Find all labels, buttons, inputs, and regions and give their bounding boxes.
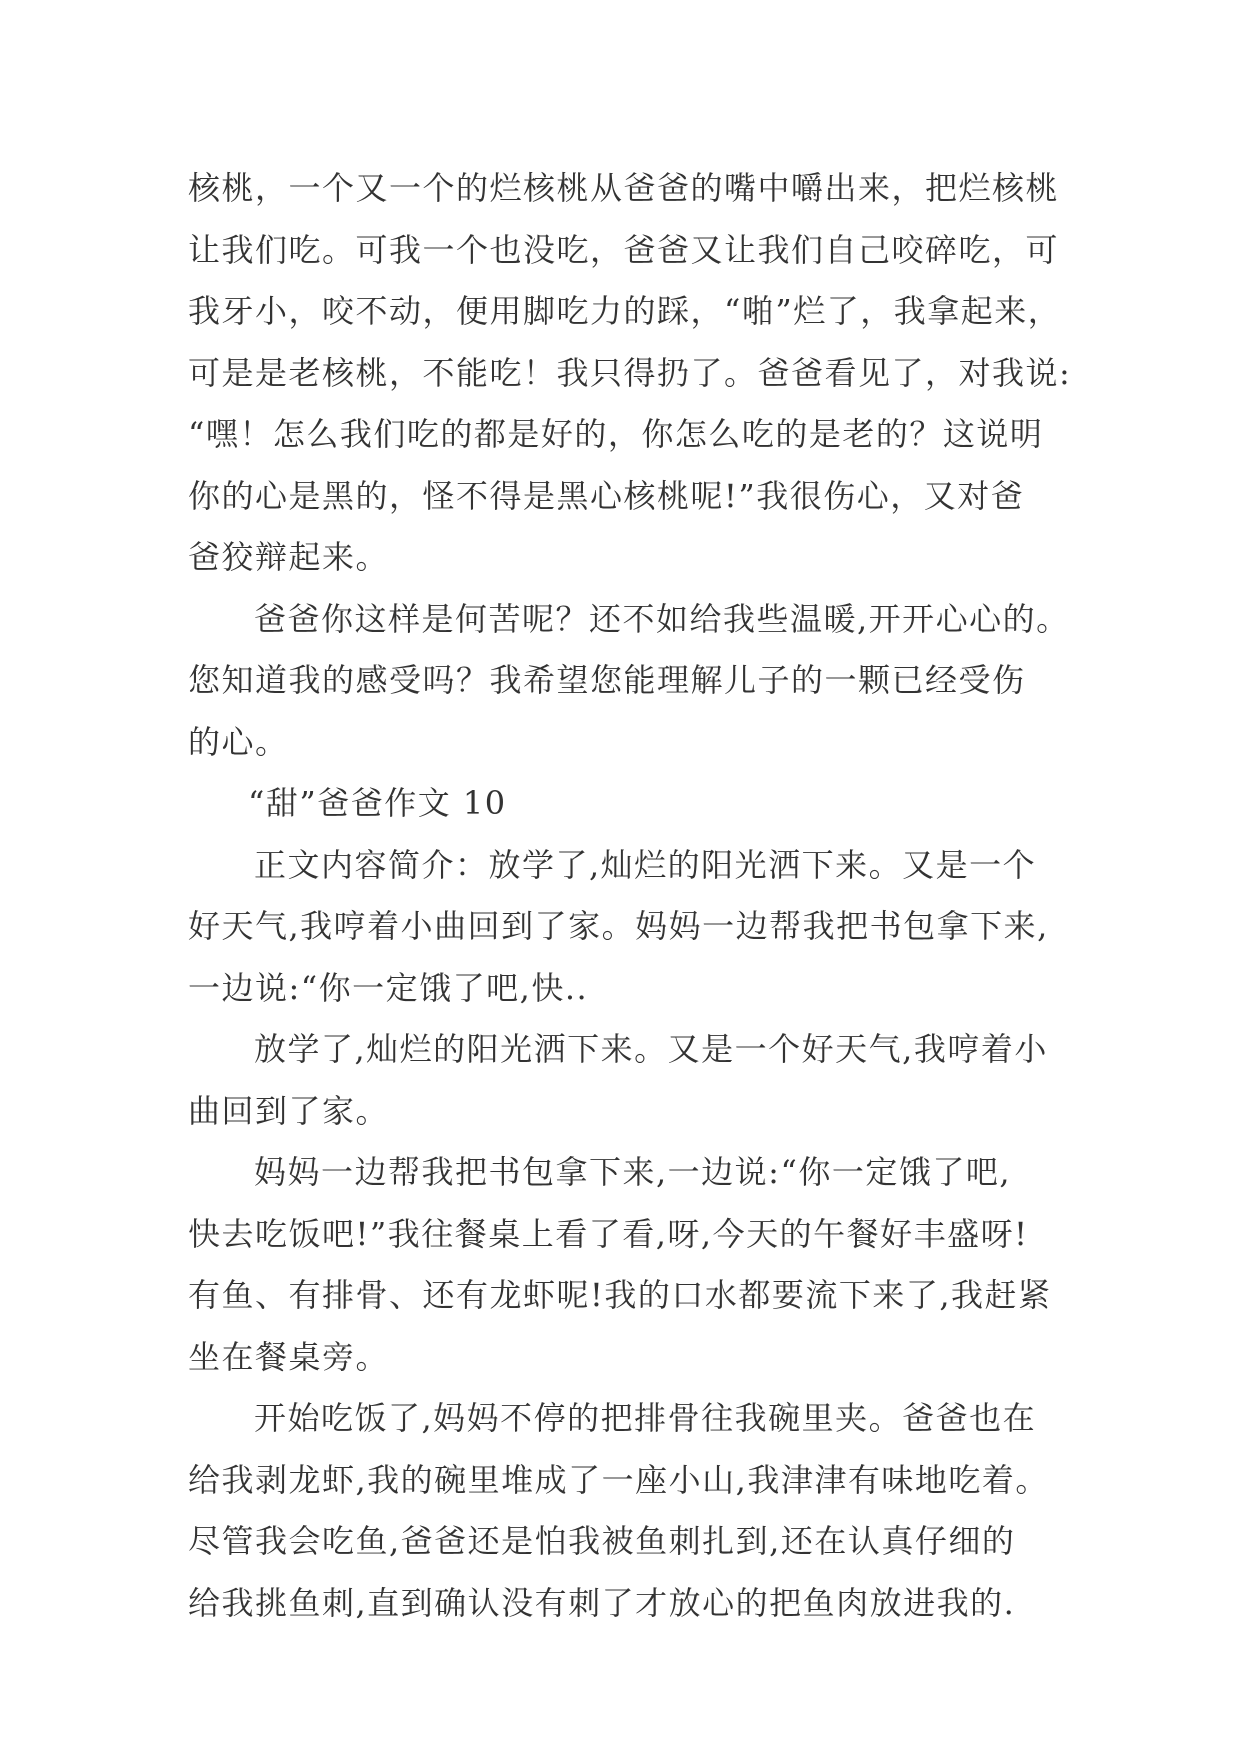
text-line: 让我们吃。可我一个也没吃，爸爸又让我们自己咬碎吃，可 — [188, 230, 1060, 269]
text-line: 您知道我的感受吗？我希望您能理解儿子的一颗已经受伤 — [188, 661, 1026, 699]
paragraph-start-line: 开始吃饭了,妈妈不停的把排骨往我碗里夹。爸爸也在 — [254, 1399, 1037, 1437]
text-line: 可是是老核桃，不能吃！我只得扔了。爸爸看见了，对我说: — [188, 353, 1072, 392]
text-line: 快去吃饭吧!”我往餐桌上看了看,呀,今天的午餐好丰盛呀! — [188, 1214, 1029, 1253]
text-line: 有鱼、有排骨、还有龙虾呢!我的口水都要流下来了,我赶紧 — [188, 1276, 1052, 1314]
text-line: 的心。 — [188, 722, 289, 761]
paragraph-start-line: 妈妈一边帮我把书包拿下来,一边说:“你一定饿了吧, — [254, 1153, 1011, 1191]
text-line: 坐在餐桌旁。 — [188, 1337, 390, 1376]
text-line: 曲回到了家。 — [188, 1091, 390, 1130]
paragraph-start-line: 放学了,灿烂的阳光洒下来。又是一个好天气,我哼着小 — [254, 1030, 1048, 1068]
text-line: 我牙小，咬不动，便用脚吃力的踩，“啪”烂了，我拿起来， — [188, 292, 1062, 330]
text-line: 给我剥龙虾,我的碗里堆成了一座小山,我津津有味地吃着。 — [188, 1460, 1049, 1499]
text-line: 好天气,我哼着小曲回到了家。妈妈一边帮我把书包拿下来, — [188, 907, 1049, 945]
text-line: “嘿！怎么我们吃的都是好的，你怎么吃的是老的？这说明 — [188, 415, 1044, 453]
paragraph-start-line: 正文内容简介：放学了,灿烂的阳光洒下来。又是一个 — [254, 845, 1037, 884]
text-line: 爸狡辩起来。 — [188, 538, 390, 576]
paragraph-start-line: 爸爸你这样是何苦呢？还不如给我些温暖,开开心心的。 — [254, 599, 1070, 638]
text-line: 给我挑鱼刺,直到确认没有刺了才放心的把鱼肉放进我的. — [188, 1583, 1016, 1622]
text-line: 核桃，一个又一个的烂核桃从爸爸的嘴中嚼出来，把烂核桃 — [188, 169, 1060, 207]
text-line: 你的心是黑的，怪不得是黑心核桃呢!”我很伤心，又对爸 — [188, 476, 1025, 515]
document-body — [188, 158, 1072, 1634]
section-heading: “甜”爸爸作文 10 — [248, 784, 507, 822]
text-line: 尽管我会吃鱼,爸爸还是怕我被鱼刺扎到,还在认真仔细的 — [188, 1522, 1016, 1560]
text-line: 一边说:“你一定饿了吧,快.. — [188, 968, 589, 1007]
